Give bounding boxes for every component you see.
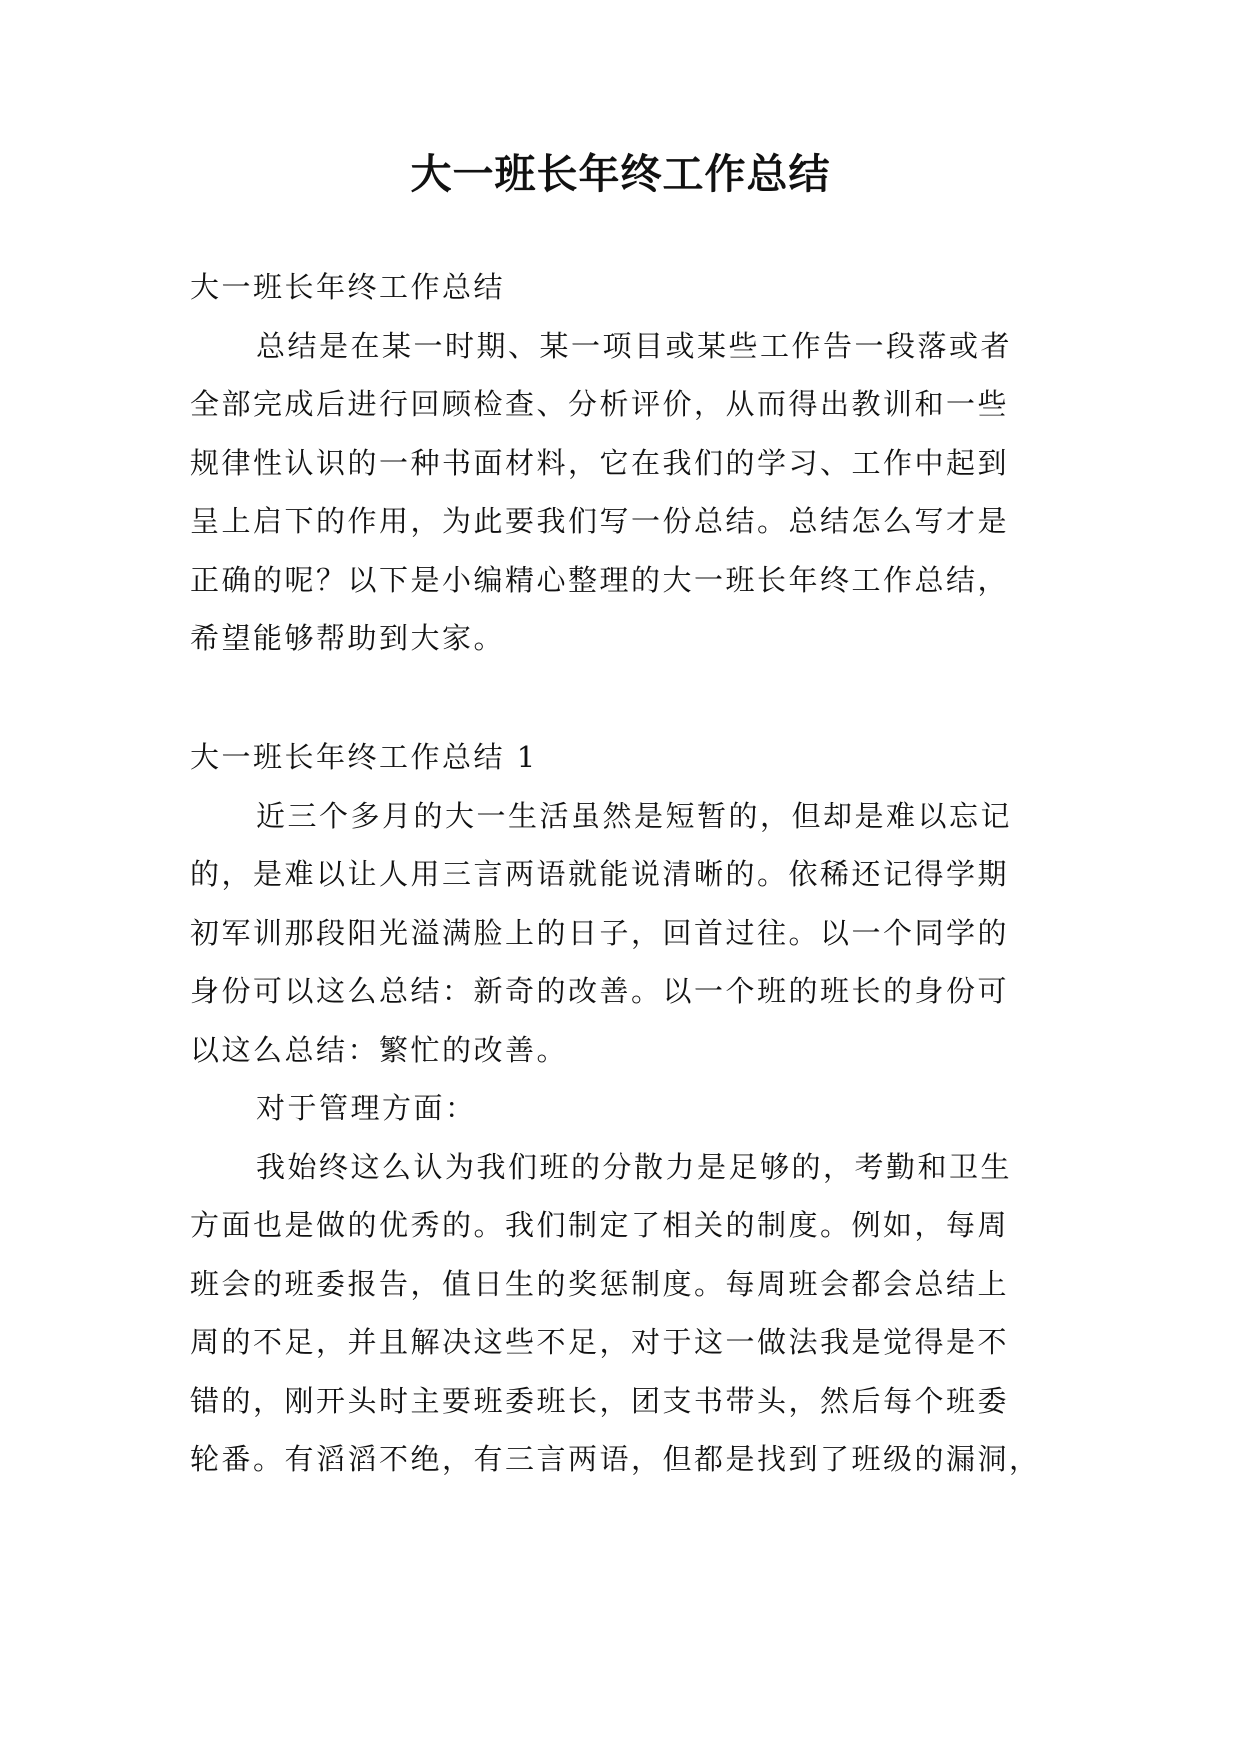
paragraph-line: 轮番。有滔滔不绝，有三言两语，但都是找到了班级的漏洞， [190, 1442, 1041, 1476]
paragraph-line: 的，是难以让人用三言两语就能说清晰的。依稀还记得学期 [190, 857, 1010, 891]
section-1 [190, 258, 1056, 668]
paragraph-line: 身份可以这么总结：新奇的改善。以一个班的班长的身份可 [190, 974, 1010, 1008]
document-title: 大一班长年终工作总结 [410, 150, 831, 198]
paragraph-line: 呈上启下的作用，为此要我们写一份总结。总结怎么写才是 [190, 504, 1010, 538]
paragraph-line: 周的不足，并且解决这些不足，对于这一做法我是觉得是不 [190, 1325, 1010, 1359]
paragraph-line: 希望能够帮助到大家。 [190, 621, 506, 655]
paragraph-line: 错的，刚开头时主要班委班长，团支书带头，然后每个班委 [190, 1383, 1010, 1418]
paragraph-line: 我始终这么认为我们班的分散力是足够的，考勤和卫生 [256, 1149, 1013, 1184]
paragraph-line: 全部完成后进行回顾检查、分析评价，从而得出教训和一些 [190, 387, 1010, 421]
paragraph-line: 近三个多月的大一生活虽然是短暂的，但却是难以忘记 [256, 798, 1013, 833]
subheading: 对于管理方面： [256, 1091, 477, 1125]
paragraph-line: 以这么总结：繁忙的改善。 [190, 1032, 569, 1067]
paragraph-line: 初军训那段阳光溢满脸上的日子，回首过往。以一个同学的 [190, 915, 1010, 950]
paragraph-line: 规律性认识的一种书面材料，它在我们的学习、工作中起到 [190, 445, 1010, 480]
paragraph-line: 班会的班委报告，值日生的奖惩制度。每周班会都会总结上 [190, 1266, 1010, 1301]
section-2 [190, 728, 1056, 1489]
paragraph-line: 总结是在某一时期、某一项目或某些工作告一段落或者 [256, 328, 1013, 363]
section-heading: 大一班长年终工作总结 [190, 270, 506, 304]
section-heading: 大一班长年终工作总结 1 [190, 740, 538, 774]
paragraph-line: 正确的呢？以下是小编精心整理的大一班长年终工作总结， [190, 562, 1010, 597]
paragraph-line: 方面也是做的优秀的。我们制定了相关的制度。例如，每周 [190, 1208, 1010, 1242]
